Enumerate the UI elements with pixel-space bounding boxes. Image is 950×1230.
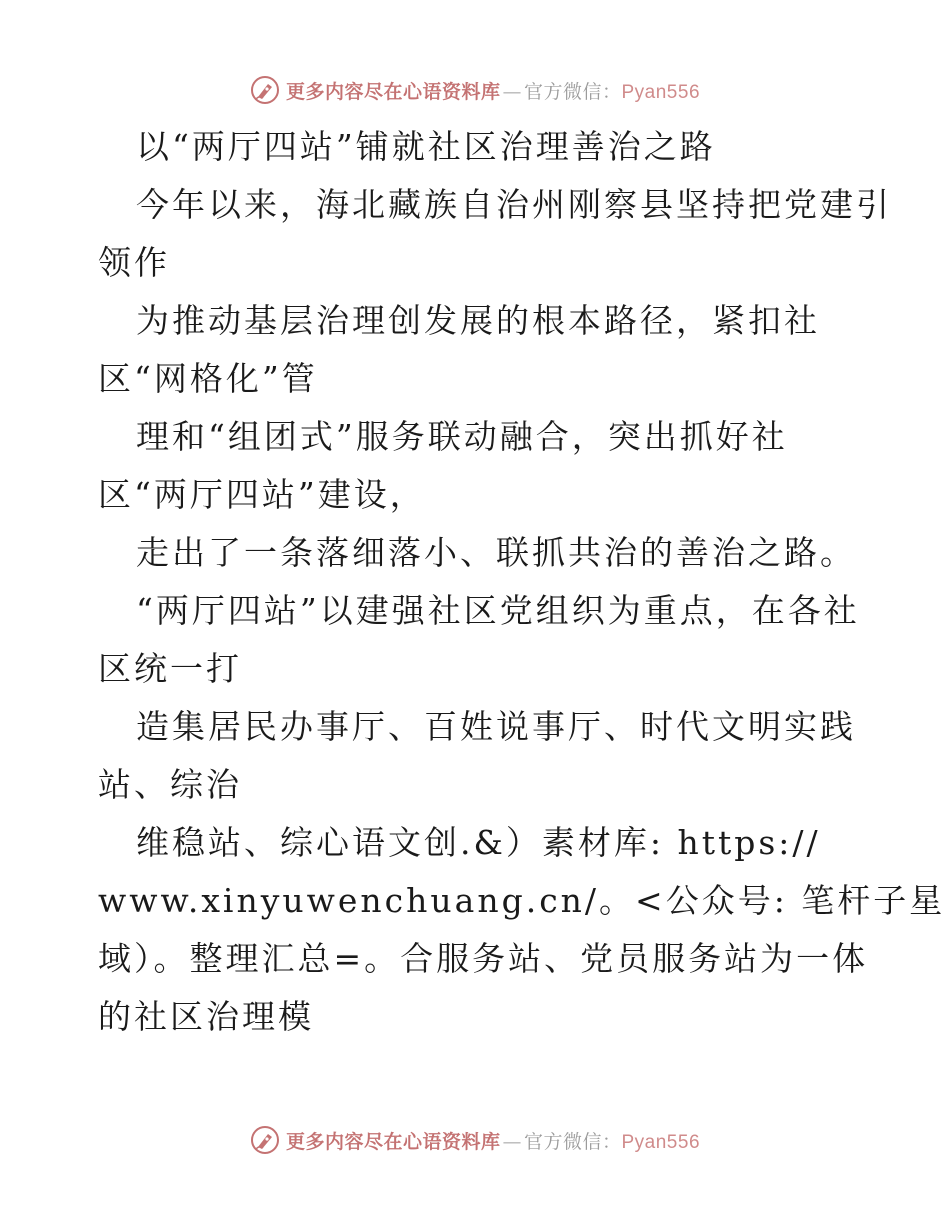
pen-nib-seal-icon <box>250 1125 280 1155</box>
header-watermark <box>0 70 950 110</box>
watermark-site-text: 更多内容尽在心语资料库 <box>285 1130 501 1153</box>
paragraph-line: 维稳站、综心语文创.&）素材库: https:// <box>136 823 821 862</box>
paragraph-line: 站、综治 <box>98 765 242 804</box>
watermark-separator: — <box>502 80 522 103</box>
watermark-wechat-label: 官方微信： <box>523 1130 622 1153</box>
footer-watermark <box>0 1120 950 1160</box>
paragraph-line: 今年以来，海北藏族自治州刚察县坚持把党建引 <box>136 185 892 224</box>
watermark-separator: — <box>502 1130 522 1153</box>
watermark-wechat-label: 官方微信： <box>523 80 622 103</box>
paragraph-line: 走出了一条落细落小、联抓共治的善治之路。 <box>136 533 856 572</box>
watermark-wechat-id: Pyan556 <box>621 1131 701 1153</box>
paragraph-line: www.xinyuwenchuang.cn/。<公众号: 笔杆子星 <box>98 881 946 920</box>
paragraph-line: 区统一打 <box>98 649 242 688</box>
paragraph-line: 造集居民办事厅、百姓说事厅、时代文明实践 <box>136 707 856 746</box>
paragraph-line: 领作 <box>98 243 170 282</box>
paragraph-line: 区“两厅四站”建设， <box>98 475 426 514</box>
pen-nib-seal-icon <box>250 75 280 105</box>
paragraph-line: “两厅四站”以建强社区党组织为重点，在各社 <box>136 591 860 630</box>
paragraph-line: 理和“组团式”服务联动融合，突出抓好社 <box>136 417 788 456</box>
document-title: 以“两厅四站”铺就社区治理善治之路 <box>136 127 716 166</box>
paragraph-line: 的社区治理模 <box>98 997 314 1036</box>
paragraph-line: 区“网格化”管 <box>98 359 318 398</box>
document-body <box>98 118 946 1046</box>
paragraph-line: 为推动基层治理创发展的根本路径，紧扣社 <box>136 301 820 340</box>
watermark-site-text: 更多内容尽在心语资料库 <box>285 80 501 103</box>
watermark-wechat-id: Pyan556 <box>621 81 701 103</box>
paragraph-line: 域）。整理汇总=。合服务站、党员服务站为一体 <box>98 939 869 978</box>
